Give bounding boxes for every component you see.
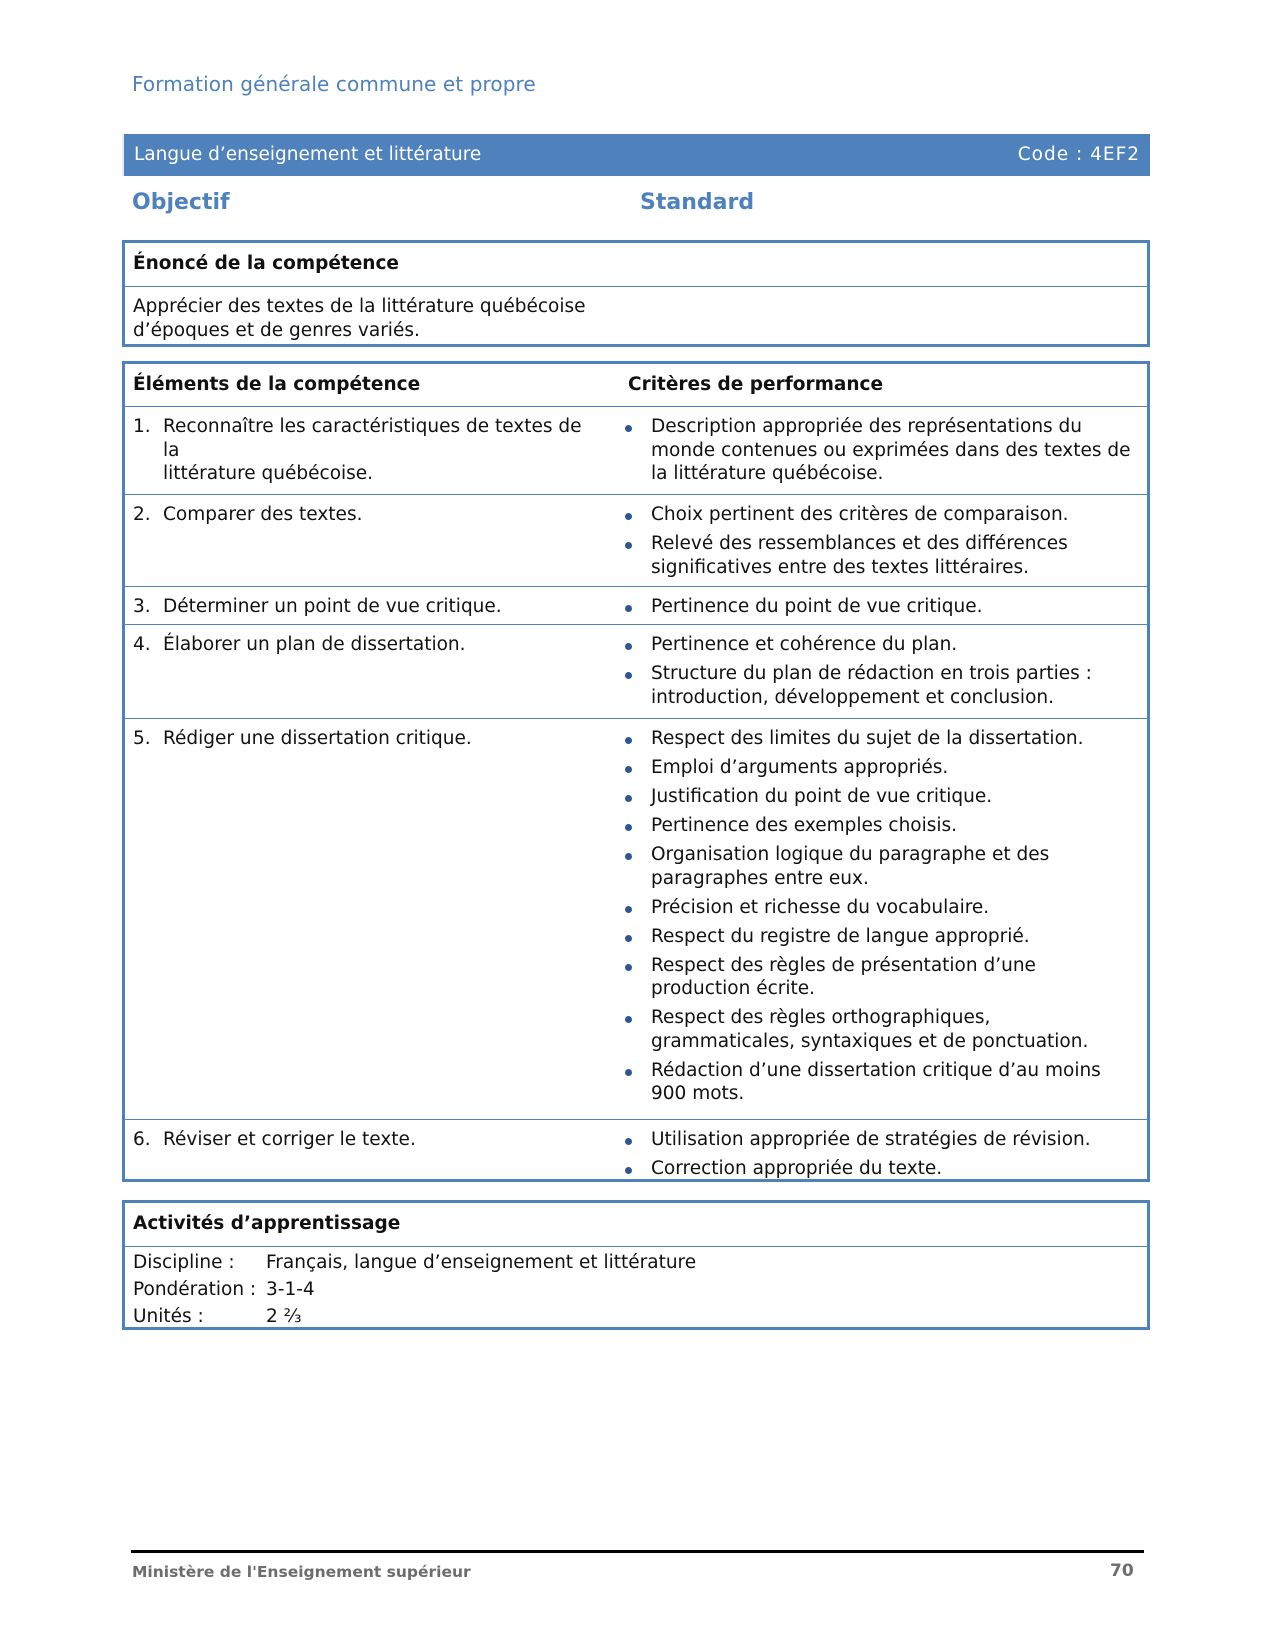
objective-heading: Objectif: [132, 190, 230, 215]
bullet-icon: [625, 643, 632, 650]
table-row: [125, 1120, 1147, 1185]
statement-line: Apprécier des textes de la littérature québécoise: [133, 296, 586, 317]
criterion-item: Respect du registre de langue approprié.: [620, 925, 1140, 949]
criterion-item: Pertinence et cohérence du plan.: [620, 633, 1140, 657]
criterion-item: Respect des limites du sujet de la dissertation.: [620, 727, 1140, 751]
criterion-item: Emploi d’arguments appropriés.: [620, 756, 1140, 780]
criterion-item: Correction appropriée du texte.: [620, 1157, 1140, 1181]
element-number: 1.: [133, 416, 151, 437]
criteria-cell: [620, 633, 1140, 715]
activities-heading: Activités d’apprentissage: [125, 1203, 1147, 1247]
elements-criteria-table: [122, 361, 1150, 1182]
criterion-item: Rédaction d’une dissertation critique d’au moins 900 mots.: [620, 1059, 1140, 1106]
criteria-cell: [620, 503, 1140, 585]
elements-header: Éléments de la compétence: [133, 374, 421, 395]
course-code: Code : 4EF2: [1017, 144, 1140, 165]
criterion-item: Utilisation appropriée de stratégies de révision.: [620, 1128, 1140, 1152]
element-cell: [133, 727, 613, 751]
statement-heading: Énoncé de la compétence: [125, 243, 1147, 287]
criteria-cell: [620, 1128, 1140, 1186]
course-header-bar: [122, 134, 1150, 176]
bullet-icon: [625, 1016, 632, 1023]
page-number: 70: [1110, 1561, 1134, 1581]
element-text: Réviser et corriger le texte.: [163, 1129, 416, 1150]
bullet-icon: [625, 853, 632, 860]
bullet-icon: [625, 1167, 632, 1174]
element-text: Comparer des textes.: [163, 504, 363, 525]
element-cell: [133, 595, 613, 619]
standard-heading: Standard: [640, 190, 755, 215]
table-row: [125, 719, 1147, 1120]
activity-line-discipline: [133, 1249, 1139, 1276]
criterion-item: Pertinence des exemples choisis.: [620, 814, 1140, 838]
table-header: [125, 364, 1147, 407]
bullet-icon: [625, 605, 632, 612]
criterion-item: Description appropriée des représentations du monde contenues ou exprimées dans des textes de la littérature québécoise.: [620, 415, 1140, 486]
table-row: [125, 495, 1147, 587]
bullet-icon: [625, 1138, 632, 1145]
footer-divider: [131, 1550, 1144, 1553]
learning-activities-box: [122, 1200, 1150, 1330]
criterion-item: Respect des règles orthographiques, grammaticales, syntaxiques et de ponctuation.: [620, 1006, 1140, 1053]
table-row: [125, 587, 1147, 625]
bullet-icon: [625, 964, 632, 971]
element-text: Rédiger une dissertation critique.: [163, 728, 472, 749]
element-number: 5.: [133, 728, 151, 749]
element-number: 6.: [133, 1129, 151, 1150]
criterion-item: Précision et richesse du vocabulaire.: [620, 896, 1140, 920]
activity-line-weighting: [133, 1276, 1139, 1303]
criterion-item: Justification du point de vue critique.: [620, 785, 1140, 809]
element-cell: [133, 633, 613, 657]
bullet-icon: [625, 542, 632, 549]
bullet-icon: [625, 737, 632, 744]
criterion-item: Structure du plan de rédaction en trois parties : introduction, développement et conclusion.: [620, 662, 1140, 709]
criterion-item: Relevé des ressemblances et des différences significatives entre des textes littéraires.: [620, 532, 1140, 579]
criteria-header: Critères de performance: [628, 374, 884, 395]
bullet-icon: [625, 935, 632, 942]
course-name: Langue d’enseignement et littérature: [134, 144, 482, 165]
criterion-item: Organisation logique du paragraphe et des paragraphes entre eux.: [620, 843, 1140, 890]
bullet-icon: [625, 1069, 632, 1076]
activity-label: Unités :: [133, 1306, 204, 1327]
activity-value: 3-1-4: [266, 1279, 315, 1300]
criterion-item: Pertinence du point de vue critique.: [620, 595, 1140, 619]
criterion-item: Choix pertinent des critères de comparaison.: [620, 503, 1140, 527]
criteria-cell: [620, 727, 1140, 1111]
activity-line-units: [133, 1303, 1139, 1330]
bullet-icon: [625, 513, 632, 520]
criteria-cell: [620, 415, 1140, 491]
activities-details: [125, 1247, 1147, 1330]
element-text: Déterminer un point de vue critique.: [163, 596, 502, 617]
criteria-cell: [620, 595, 1140, 624]
element-number: 2.: [133, 504, 151, 525]
activity-label: Pondération :: [133, 1279, 257, 1300]
element-cell: [133, 415, 613, 486]
competency-statement-box: [122, 240, 1150, 347]
criterion-item: Respect des règles de présentation d’une production écrite.: [620, 954, 1140, 1001]
bullet-icon: [625, 766, 632, 773]
element-cell: [133, 1128, 613, 1152]
bullet-icon: [625, 906, 632, 913]
element-number: 3.: [133, 596, 151, 617]
activity-value: Français, langue d’enseignement et littérature: [266, 1252, 697, 1273]
bullet-icon: [625, 672, 632, 679]
bullet-icon: [625, 795, 632, 802]
bullet-icon: [625, 824, 632, 831]
bullet-icon: [625, 425, 632, 432]
activity-value: 2 ⅔: [266, 1306, 302, 1327]
statement-text: [125, 287, 1147, 342]
activity-label: Discipline :: [133, 1252, 235, 1273]
element-text: Reconnaître les caractéristiques de textes de la littérature québécoise.: [163, 416, 582, 484]
table-row: [125, 625, 1147, 719]
section-title: Formation générale commune et propre: [132, 72, 536, 96]
table-row: [125, 407, 1147, 495]
element-number: 4.: [133, 634, 151, 655]
footer-publisher: Ministère de l'Enseignement supérieur: [132, 1563, 471, 1581]
element-text: Élaborer un plan de dissertation.: [163, 634, 466, 655]
element-cell: [133, 503, 613, 527]
statement-line: d’époques et de genres variés.: [133, 319, 420, 341]
